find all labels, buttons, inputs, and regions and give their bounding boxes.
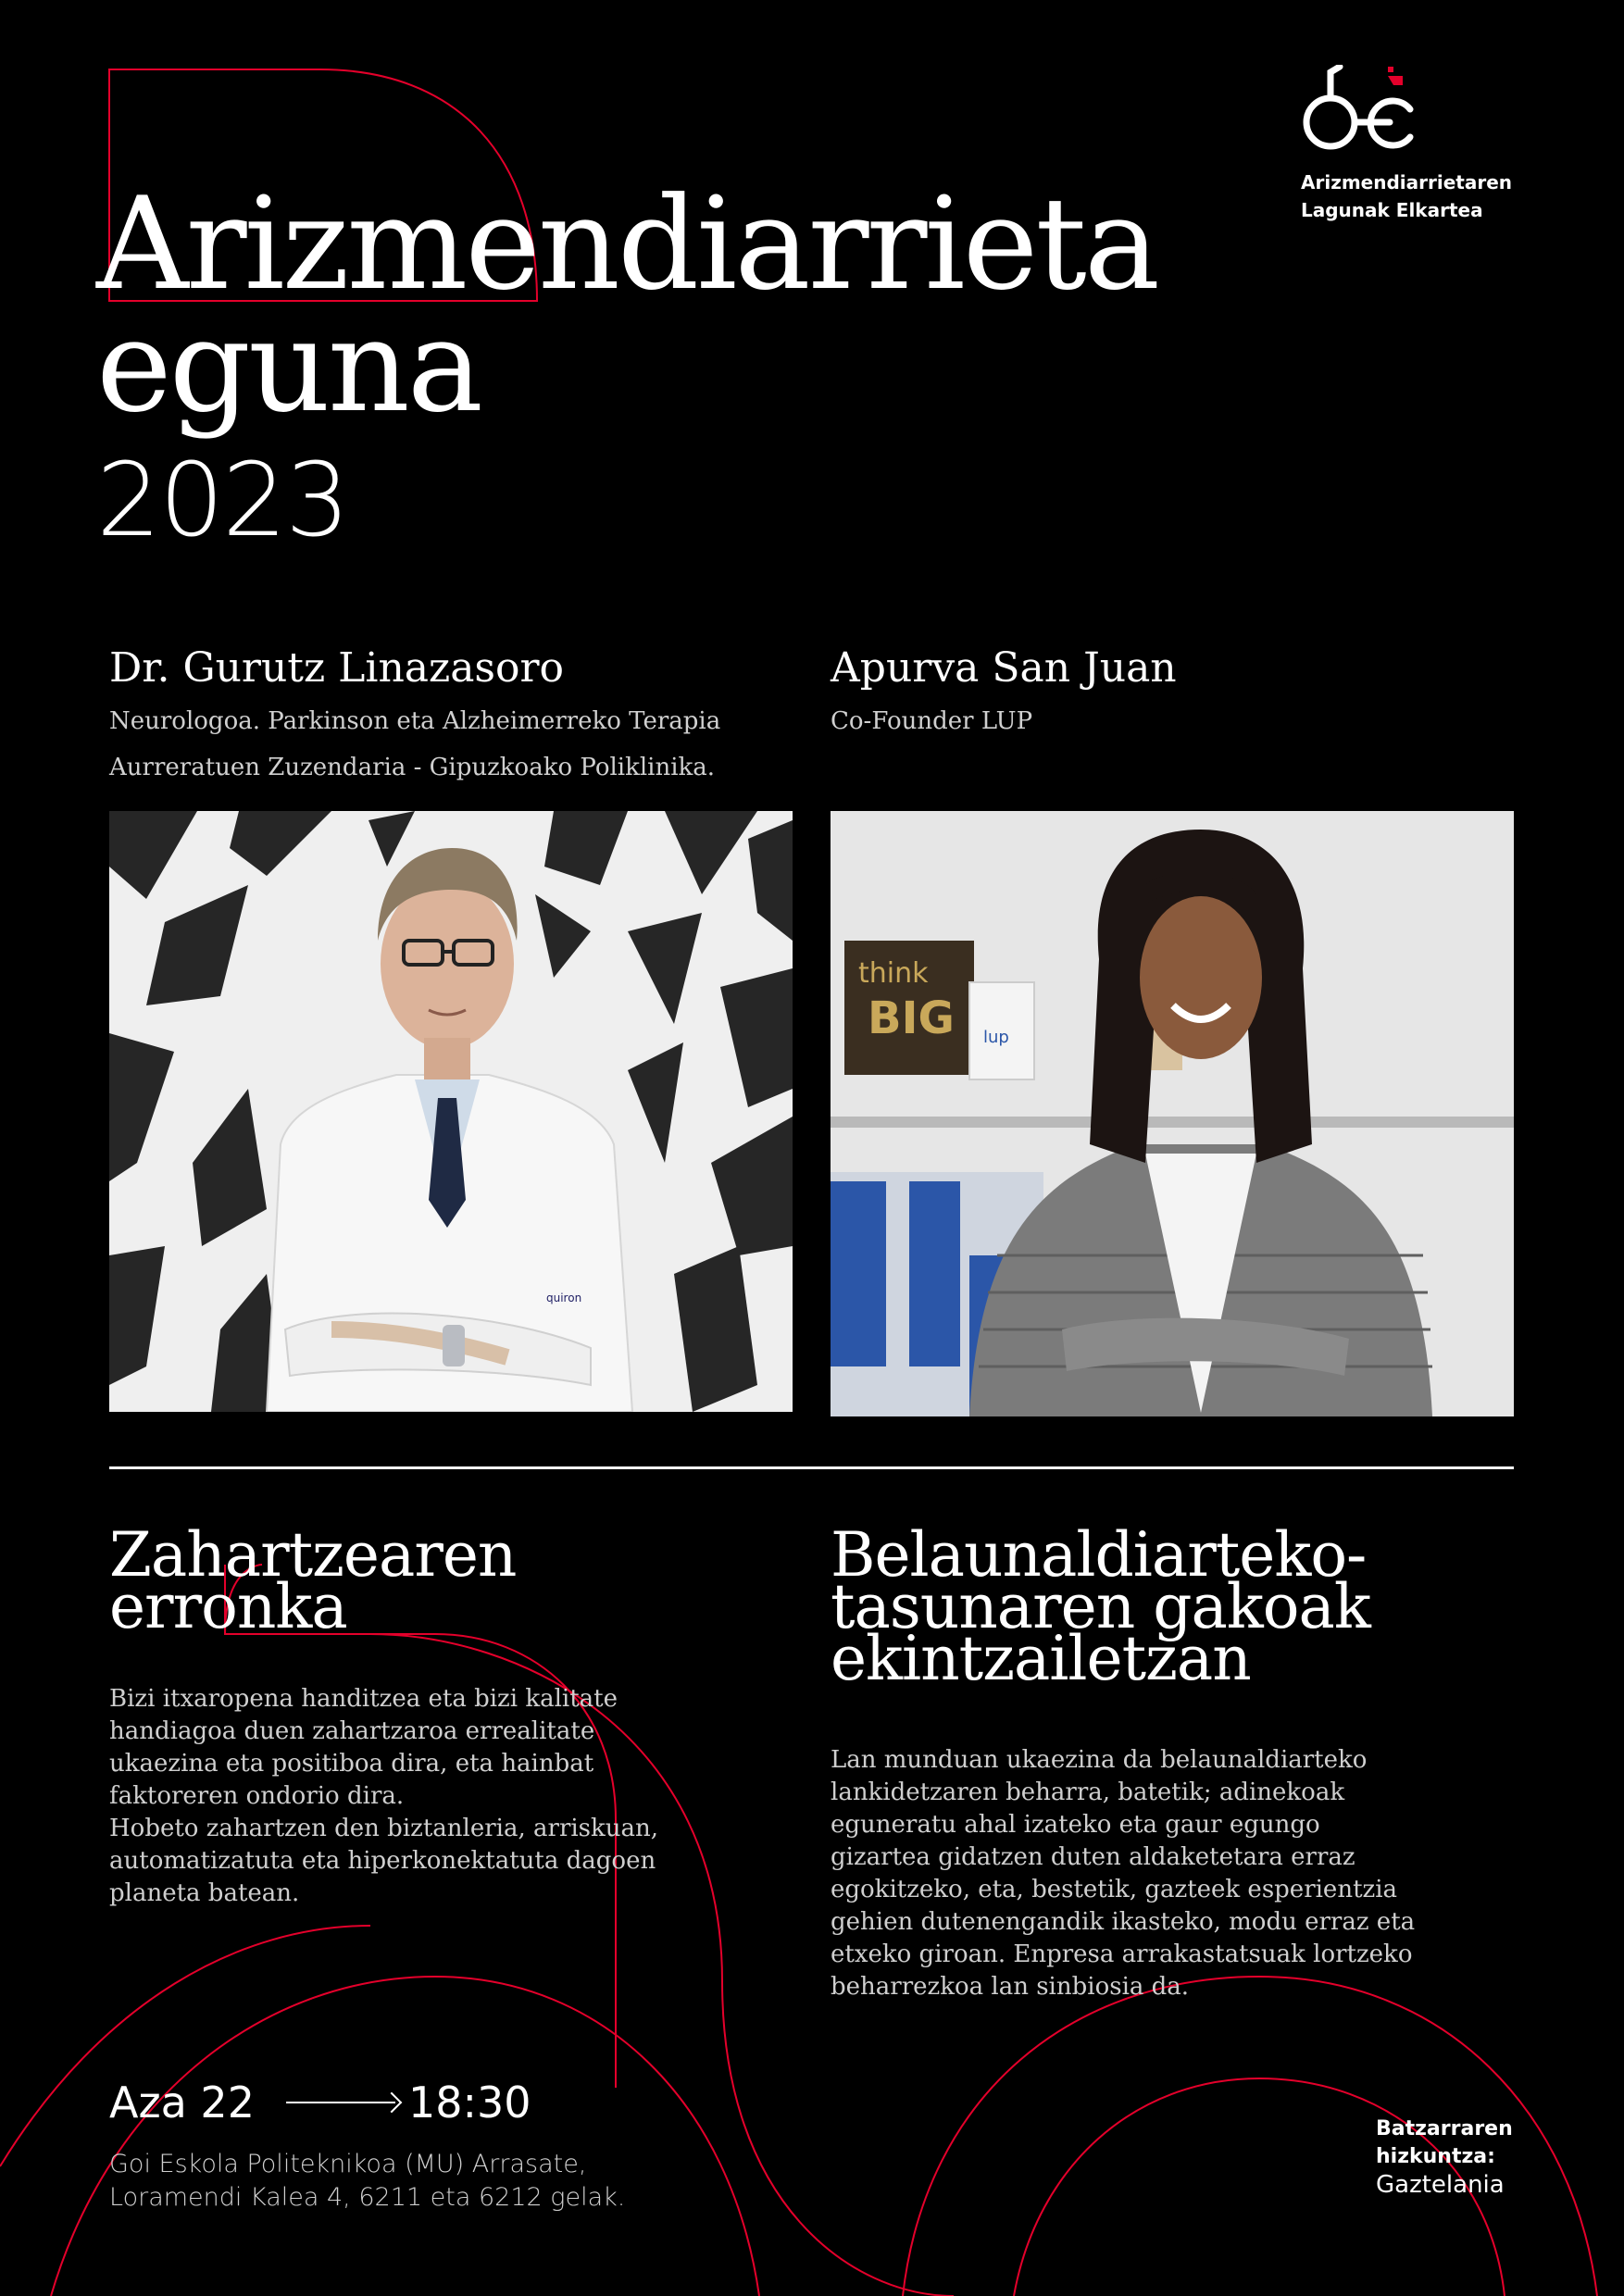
arrow-right-icon xyxy=(286,2095,399,2110)
topic-1-text-line: planeta batean. xyxy=(109,1879,300,1907)
topic-1-title-line-2: erronka xyxy=(109,1571,347,1642)
title-line-2: eguna xyxy=(96,292,481,441)
topic-1-text-line: Bizi itxaropena handitzea eta bizi kalitate xyxy=(109,1685,618,1713)
topic-2-title-line-2: tasunaren gakoak xyxy=(831,1571,1370,1642)
event-time: 18:30 xyxy=(407,2078,531,2128)
event-language xyxy=(1376,2115,1513,2199)
event-venue-line-2: Loramendi Kalea 4, 6211 eta 6212 gelak. xyxy=(109,2183,626,2212)
book-big-text: BIG xyxy=(868,992,955,1044)
event-date: Aza 22 xyxy=(109,2078,255,2128)
topic-1 xyxy=(109,1519,739,1910)
speaker-2-photo xyxy=(831,811,1514,1416)
topic-2-text-line: gizartea gidatzen duten aldaketetara erraz xyxy=(831,1843,1355,1871)
speaker-1-role-line-2: Aurreratuen Zuzendaria - Gipuzkoako Poliklinika. xyxy=(109,754,716,781)
language-value: Gaztelania xyxy=(1376,2171,1505,2199)
topic-1-text-line: faktoreren ondorio dira. xyxy=(109,1782,405,1810)
topic-2-text-line: gehien dutenengandik ikasteko, modu erraz eta xyxy=(831,1908,1416,1936)
speaker-2 xyxy=(831,644,1534,744)
topic-2-text-line: eguneratu ahal izateko eta gaur egungo xyxy=(831,1811,1320,1839)
topic-2-text xyxy=(831,1744,1516,2003)
title-block xyxy=(96,169,1158,559)
association-logo xyxy=(1301,65,1512,224)
topic-2-text-line: etxeko giroan. Enpresa arrakastatsuak lortzeko xyxy=(831,1940,1413,1968)
topic-2 xyxy=(831,1519,1516,2003)
topic-1-text-line: handiagoa duen zahartzaroa errealitate xyxy=(109,1717,595,1745)
speaker-2-role-line-1: Co-Founder LUP xyxy=(831,707,1033,735)
speaker-1 xyxy=(109,644,813,791)
topic-1-text-line: Hobeto zahartzen den biztanleria, arriskuan, xyxy=(109,1815,659,1842)
logo-text-line-1: Arizmendiarrietaren xyxy=(1301,171,1513,193)
book-think-text: think xyxy=(858,957,929,990)
topic-2-text-line: egokitzeko, eta, bestetik, gazteek esperientzia xyxy=(831,1876,1398,1903)
lup-box-text: lup xyxy=(983,1028,1009,1047)
topic-2-text-line: Lan munduan ukaezina da belaunaldiarteko xyxy=(831,1746,1368,1774)
title-line-1: Arizmendiarrieta xyxy=(96,169,1158,318)
event-info xyxy=(109,2078,626,2215)
logo-text-line-2: Lagunak Elkartea xyxy=(1301,199,1483,221)
topic-2-title-line-3: ekintzailetzan xyxy=(831,1623,1251,1694)
topic-2-text-line: lankidetzaren beharra, batetik; adinekoak xyxy=(831,1778,1345,1806)
topic-1-title-line-1: Zahartzearen xyxy=(109,1519,517,1591)
speaker-1-name: Dr. Gurutz Linazasoro xyxy=(109,644,565,692)
language-label-line-2: hizkuntza: xyxy=(1376,2145,1495,2168)
speaker-2-name: Apurva San Juan xyxy=(831,644,1177,692)
topic-1-text-line: ukaezina eta positiboa dira, eta hainbat xyxy=(109,1750,594,1778)
speaker-1-role-line-1: Neurologoa. Parkinson eta Alzheimerreko Terapia xyxy=(109,707,721,735)
topic-1-text xyxy=(109,1683,739,1910)
language-label-line-1: Batzarraren xyxy=(1376,2117,1513,2140)
speaker-1-photo xyxy=(109,811,793,1412)
coat-logo-text: quiron xyxy=(546,1292,582,1304)
ac-bicycle-logo-icon xyxy=(1301,65,1430,157)
section-divider xyxy=(109,1466,1514,1469)
topic-1-text-line: automatizatuta eta hiperkonektatuta dagoen xyxy=(109,1847,656,1875)
event-venue-line-1: Goi Eskola Politeknikoa (MU) Arrasate, xyxy=(109,2150,587,2178)
title-year: 2023 xyxy=(96,441,348,559)
topic-2-text-line: beharrezkoa lan sinbiosia da. xyxy=(831,1973,1190,2001)
topic-2-title-line-1: Belaunaldiarteko- xyxy=(831,1519,1367,1591)
